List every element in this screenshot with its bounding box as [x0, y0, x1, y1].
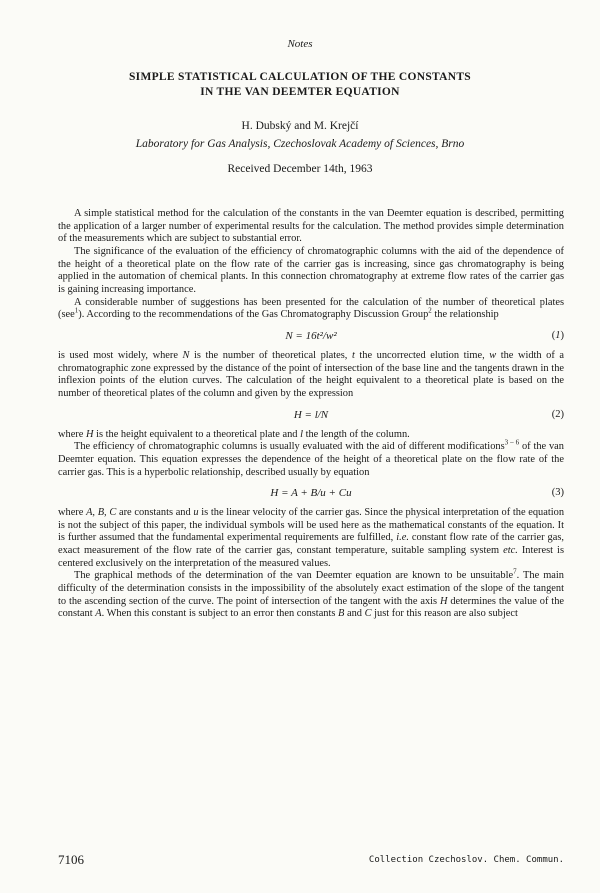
section-header: Notes [287, 38, 313, 50]
title-line-1: SIMPLE STATISTICAL CALCULATION OF THE CONSTANTS [128, 71, 472, 83]
paragraph-efficiency: The efficiency of chromatographic columns is usually evaluated with the aid of different modifications$^{3 - 6}$ of the van Deemter equation. This equation expresses the dependence of the height of a theoretical plate on the flow rate of the carrier gas. This is a hyperbolic relationship, described usually by equation [58, 438, 564, 478]
equation-number: (2) [551, 408, 564, 420]
paragraph-suggestions: A considerable number of suggestions has been presented for the calculation of the number of theoretical plates (see$^1$). According to the recommendations of the Gas Chromatography Discussion Group$^2$ the relationship [58, 296, 564, 321]
paragraph-significance: The significance of the evaluation of the efficiency of chromatographic columns with the aid of the dependence of the height of a theoretical plate on the flow rate of the carrier gas is increasing, since gas chromatography is being applied in the automation of chemical plants. In this connection chromatography at extreme flow rates of the carrier gas is gaining increasing importance. [58, 245, 564, 295]
equation-number: (3) [551, 487, 564, 499]
reference-marker: 1 [74, 306, 79, 315]
paragraph-constants: where A, B, C are constants and u is the linear velocity of the carrier gas. Since the physical interpretation of the equation is not the subject of this paper, the individual symbols will be used here as the mathematical constants of the equation. It is further assumed that the fundamental experimental requirements are fulfilled, i.e. constant flow rate of the carrier gas, exact measurement of the flow rate of the carrier gas, constant temperature, suitable sampling system etc. Interest is centered exclusively on the interpretation of the measured values. [58, 507, 565, 569]
reference-marker: 2 [428, 306, 432, 315]
paragraph-definitions: is used most widely, where N is the number of theoretical plates, t the uncorrected elution time, w the width of a chromatographic zone expressed by the distance of the point of intersection of the base line and the tangents drawn in the inflexion points of the elution curves. The calculation of the height equivalent to a theoretical plate is based on the number of theoretical plates of the column and given by the expression [58, 349, 564, 399]
equation-3 [58, 479, 564, 507]
article-body [58, 208, 564, 621]
page-number: 7106 [58, 852, 84, 867]
paper-title [40, 70, 560, 100]
equation-formula: N = 16t²/w² [285, 329, 337, 342]
reference-marker: 3 – 6 [504, 438, 520, 447]
equation-1 [58, 322, 564, 350]
journal-name: Collection Czechoslov. Chem. Commun. [368, 855, 564, 865]
authors: H. Dubský and M. Krejčí [241, 120, 359, 132]
equation-formula: H = A + B/u + Cu [270, 487, 352, 500]
equation-number: (1) [551, 329, 564, 341]
paragraph-height: where H is the height equivalent to a theoretical plate and l the length of the column. [58, 428, 410, 440]
equation-formula: H = l/N [293, 408, 329, 421]
affiliation: Laboratory for Gas Analysis, Czechoslovak Academy of Sciences, Brno [135, 138, 465, 150]
paragraph-graphical-methods: The graphical methods of the determination of the van Deemter equation are known to be unsuitable$^7$. The main difficulty of the determination consists in the impossibility of the absolutely exact estimation of the slope of the tangent to the ascending section of the curve. The point of intersection of the tangent with the axis H determines the value of the constant A. When this constant is subject to an error then constants B and C just for this reason are also subject [58, 567, 564, 620]
received-date: Received December 14th, 1963 [227, 163, 373, 175]
title-line-2: IN THE VAN DEEMTER EQUATION [200, 86, 400, 98]
reference-marker: 7 [513, 567, 517, 576]
equation-2 [58, 401, 564, 429]
paragraph-abstract: A simple statistical method for the calculation of the constants in the van Deemter equation is described, permitting the application of a larger number of experimental results for the calculation. The method provides simple determination of the measurements which are subject to substantial error. [58, 208, 564, 245]
